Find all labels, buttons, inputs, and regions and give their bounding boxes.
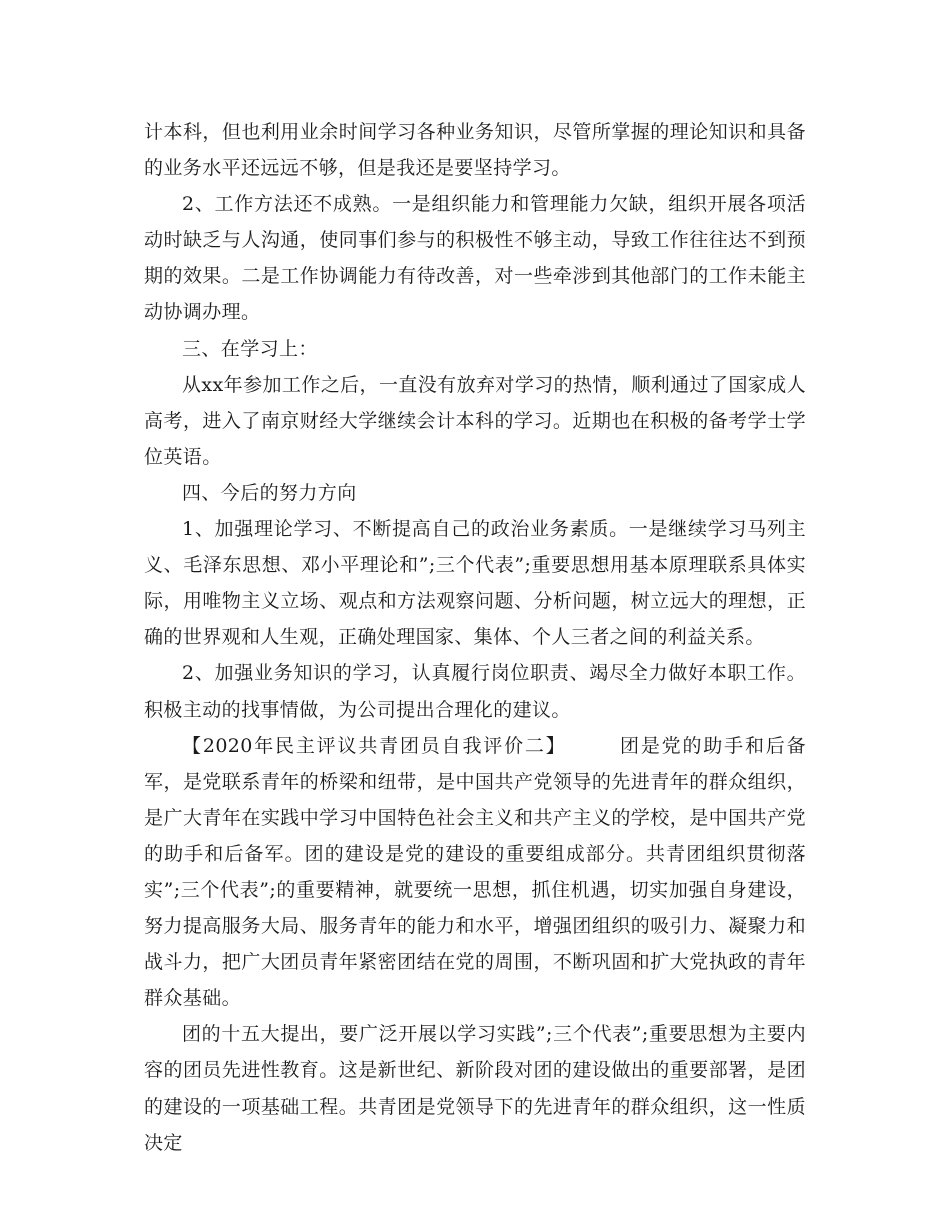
section-heading-future: 四、今后的努力方向	[182, 481, 357, 504]
paragraph-youth-league-text: 团是党的助手和后备军，是党联系青年的桥梁和纽带，是中国共产党领导的先进青年的群众组织，是广大青年在实践中学习中国特色社会主义和共产主义的学校，是中国共产党的助手和后备军。团的建设是党的建设的重要组成部分。共青团组织贯彻落实”;三个代表”;的重要精神，就要统一思想，抓住机遇，切实加强自身建设，努力提高服务大局、服务青年的能力和水平，增强团组织的吸引力、凝聚力和战斗力，把广大团员青年紧密团结在党的周围，不断巩固和扩大党执政的青年群众基础。	[144, 734, 806, 1010]
section-heading-study: 三、在学习上：	[182, 337, 318, 360]
paragraph-theory-study: 1、加强理论学习、不断提高自己的政治业务素质。一是继续学习马列主义、毛泽东思想、邓小平理论和”;三个代表”;重要思想用基本原理联系具体实际，用唯物主义立场、观点和方法观察问题、分析问题，树立远大的理想，正确的世界观和人生观，正确处理国家、集体、个人三者之间的利益关系。	[144, 518, 806, 649]
paragraph-continuation: 计本科，但也利用业余时间学习各种业务知识，尽管所掌握的理论知识和具备的业务水平还远远不够，但是我还是要坚持学习。	[144, 121, 806, 180]
paragraph-work-method: 2、工作方法还不成熟。一是组织能力和管理能力欠缺，组织开展各项活动时缺乏与人沟通，使同事们参与的积极性不够主动，导致工作往往达不到预期的效果。二是工作协调能力有待改善，对一些牵涉到其他部门的工作未能主动协调办理。	[144, 193, 806, 324]
section-title-evaluation-two: 【2020年民主评议共青团员自我评价二】	[182, 734, 567, 757]
paragraph-youth-league	[144, 728, 806, 1017]
paragraph-fifteenth-congress: 团的十五大提出，要广泛开展以学习实践”;三个代表”;重要思想为主要内容的团员先进性教育。这是新世纪、新阶段对团的建设做出的重要部署，是团的建设的一项基础工程。共青团是党领导下的先进青年的群众组织，这一性质决定	[144, 1023, 806, 1154]
paragraph-business-study: 2、加强业务知识的学习，认真履行岗位职责、竭尽全力做好本职工作。积极主动的找事情做，为公司提出合理化的建议。	[144, 662, 806, 721]
paragraph-study: 从xx年参加工作之后，一直没有放弃对学习的热情，顺利通过了国家成人高考，进入了南京财经大学继续会计本科的学习。近期也在积极的备考学士学位英语。	[144, 373, 806, 468]
document-body	[144, 114, 806, 1161]
